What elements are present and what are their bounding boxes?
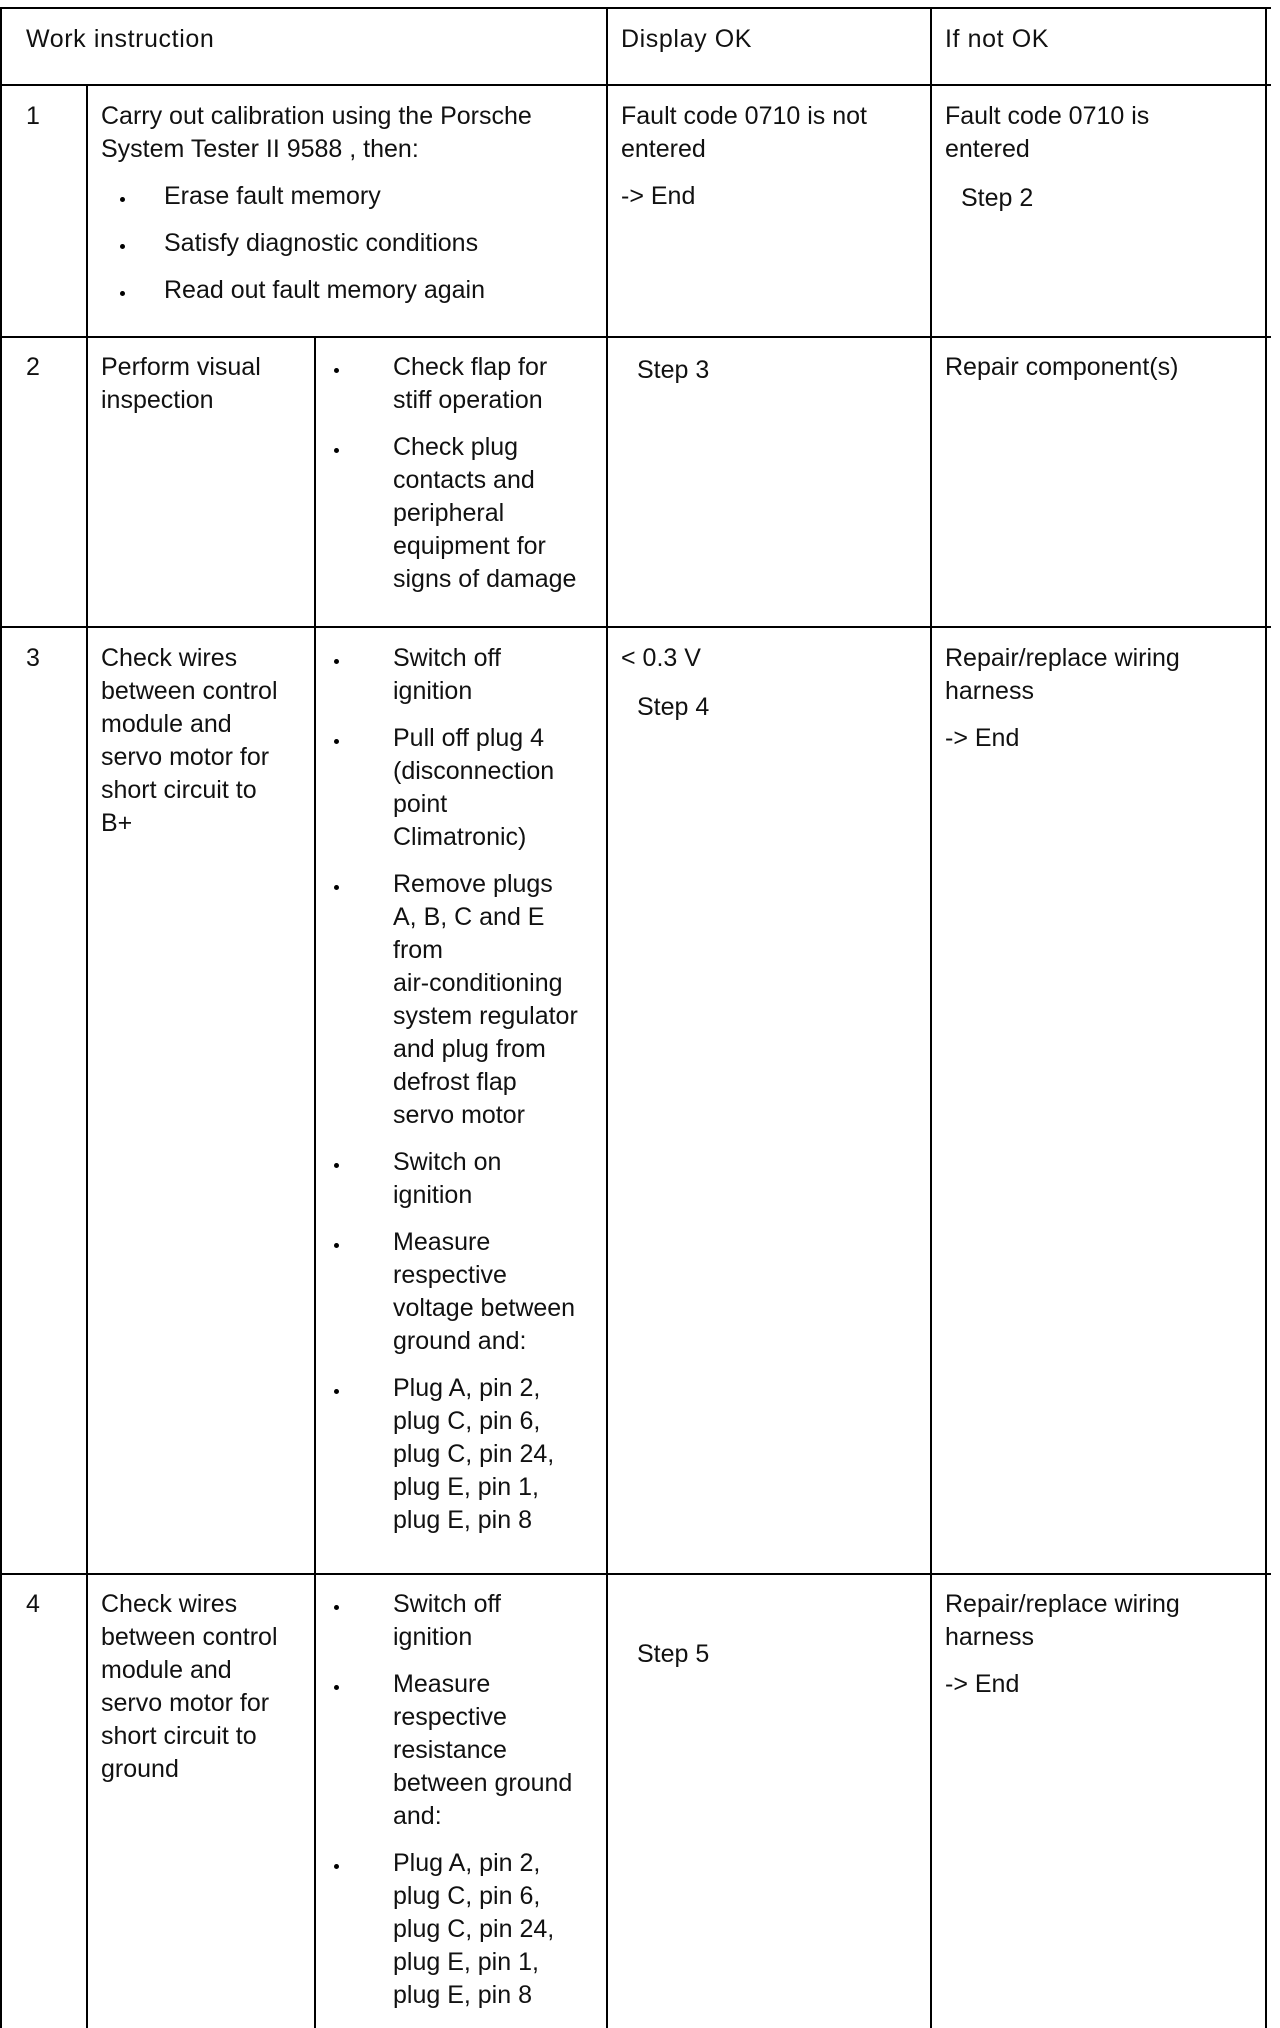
col-left-border bbox=[0, 7, 2, 2028]
row-3-bullet-line: plug C, pin 6, bbox=[393, 1407, 541, 1435]
bullet-dot bbox=[334, 448, 339, 453]
row-3-bullet-line: ground and: bbox=[393, 1327, 527, 1355]
bullet-dot bbox=[334, 1864, 339, 1869]
bullet-dot bbox=[334, 1389, 339, 1394]
row-2-ok-action: Step 3 bbox=[637, 356, 710, 384]
row-4-bullet-line: plug C, pin 24, bbox=[393, 1915, 555, 1943]
row-1-notok-line: entered bbox=[945, 135, 1030, 163]
row-3-bullet-line: defrost flap bbox=[393, 1068, 517, 1096]
bullet-dot bbox=[120, 197, 125, 202]
row-3-instruction-line: short circuit to bbox=[101, 776, 257, 804]
row-2-bottom-border bbox=[0, 626, 1271, 628]
row-3-bullet-line: from bbox=[393, 936, 443, 964]
row-4-bullet-line: plug E, pin 1, bbox=[393, 1948, 539, 1976]
row-3-bullet-line: plug E, pin 1, bbox=[393, 1473, 539, 1501]
bullet-dot bbox=[120, 291, 125, 296]
row-4-notok-action: -> End bbox=[945, 1670, 1020, 1698]
row-3-instruction-line: servo motor for bbox=[101, 743, 270, 771]
row-2-bullet-line: Check plug bbox=[393, 433, 519, 461]
row-3-instruction-line: Check wires bbox=[101, 644, 238, 672]
bullet-dot bbox=[334, 1163, 339, 1168]
bullet-dot bbox=[334, 659, 339, 664]
row-4-bullet-line: resistance bbox=[393, 1736, 507, 1764]
row-3-bullet-line: ignition bbox=[393, 677, 473, 705]
row-3-notok-action: -> End bbox=[945, 724, 1020, 752]
row-3-bullet-line: system regulator bbox=[393, 1002, 578, 1030]
row-1-notok-line: Fault code 0710 is bbox=[945, 102, 1150, 130]
row-4-bullet-line: Measure bbox=[393, 1670, 491, 1698]
row-3-bottom-border bbox=[0, 1573, 1271, 1575]
row-4-bullet-line: between ground bbox=[393, 1769, 573, 1797]
row-1-notok-action: Step 2 bbox=[961, 184, 1034, 212]
row-4-instruction-line: ground bbox=[101, 1755, 179, 1783]
row-3-bullet-line: A, B, C and E bbox=[393, 903, 545, 931]
row-2-bullet-line: contacts and bbox=[393, 466, 535, 494]
header-bottom-border bbox=[0, 84, 1271, 86]
col-bullets-divider-rows34 bbox=[314, 626, 316, 2028]
header-if-not-ok: If not OK bbox=[945, 25, 1050, 53]
row-3-bullet-line: (disconnection bbox=[393, 757, 555, 785]
row-3-bullet-line: Measure bbox=[393, 1228, 491, 1256]
row-4-bullet-line: respective bbox=[393, 1703, 507, 1731]
row-4-notok-line: Repair/replace wiring bbox=[945, 1590, 1180, 1618]
row-3-bullet-line: air-conditioning bbox=[393, 969, 563, 997]
row-3-bullet-line: Climatronic) bbox=[393, 823, 527, 851]
row-4-instruction-line: Check wires bbox=[101, 1590, 238, 1618]
row-3-instruction-line: between control bbox=[101, 677, 278, 705]
row-1-ok-line: entered bbox=[621, 135, 706, 163]
col-if-not-ok-divider bbox=[930, 7, 932, 2028]
row-1-bullet: Satisfy diagnostic conditions bbox=[164, 229, 479, 257]
row-4-bullet-line: Plug A, pin 2, bbox=[393, 1849, 541, 1877]
row-1-bullet: Erase fault memory bbox=[164, 182, 381, 210]
row-3-bullet-line: Plug A, pin 2, bbox=[393, 1374, 541, 1402]
col-display-ok-divider bbox=[606, 7, 608, 2028]
row-2-bullet-line: peripheral bbox=[393, 499, 505, 527]
row-3-bullet-line: respective bbox=[393, 1261, 507, 1289]
row-3-notok-line: Repair/replace wiring bbox=[945, 644, 1180, 672]
bullet-dot bbox=[334, 368, 339, 373]
row-3-notok-line: harness bbox=[945, 677, 1034, 705]
row-2-number: 2 bbox=[26, 353, 40, 381]
row-4-ok-action: Step 5 bbox=[637, 1640, 710, 1668]
row-3-bullet-line: Pull off plug 4 bbox=[393, 724, 545, 752]
header-work-instruction: Work instruction bbox=[26, 25, 215, 53]
row-3-ok-action: Step 4 bbox=[637, 693, 710, 721]
bullet-dot bbox=[334, 1605, 339, 1610]
row-1-number: 1 bbox=[26, 102, 40, 130]
row-2-notok-line: Repair component(s) bbox=[945, 353, 1179, 381]
row-3-instruction-line: module and bbox=[101, 710, 232, 738]
row-3-bullet-line: servo motor bbox=[393, 1101, 525, 1129]
bullet-dot bbox=[120, 244, 125, 249]
row-4-bullet-line: plug C, pin 6, bbox=[393, 1882, 541, 1910]
col-right-border bbox=[1265, 7, 1267, 2028]
row-3-bullet-line: Switch on bbox=[393, 1148, 502, 1176]
row-2-instruction-line: inspection bbox=[101, 386, 214, 414]
row-3-bullet-line: ignition bbox=[393, 1181, 473, 1209]
row-2-instruction-line: Perform visual bbox=[101, 353, 261, 381]
bullet-dot bbox=[334, 885, 339, 890]
row-3-bullet-line: plug E, pin 8 bbox=[393, 1506, 532, 1534]
row-1-instruction-line: Carry out calibration using the Porsche bbox=[101, 102, 532, 130]
row-3-ok-line: < 0.3 V bbox=[621, 644, 701, 672]
row-3-bullet-line: plug C, pin 24, bbox=[393, 1440, 555, 1468]
row-3-number: 3 bbox=[26, 644, 40, 672]
row-4-instruction-line: short circuit to bbox=[101, 1722, 257, 1750]
row-4-instruction-line: module and bbox=[101, 1656, 232, 1684]
row-1-bullet: Read out fault memory again bbox=[164, 276, 486, 304]
bullet-dot bbox=[334, 1243, 339, 1248]
row-3-bullet-line: Switch off bbox=[393, 644, 501, 672]
bullet-dot bbox=[334, 739, 339, 744]
row-2-bullet-line: equipment for bbox=[393, 532, 546, 560]
row-3-instruction-line: B+ bbox=[101, 809, 133, 837]
row-1-ok-line: Fault code 0710 is not bbox=[621, 102, 867, 130]
table-top-border bbox=[0, 7, 1271, 9]
row-3-bullet-line: and plug from bbox=[393, 1035, 546, 1063]
row-1-ok-action: -> End bbox=[621, 182, 696, 210]
row-4-bullet-line: ignition bbox=[393, 1623, 473, 1651]
row-1-instruction-line: System Tester II 9588 , then: bbox=[101, 135, 419, 163]
row-4-bullet-line: plug E, pin 8 bbox=[393, 1981, 532, 2009]
header-display-ok: Display OK bbox=[621, 25, 753, 53]
row-4-notok-line: harness bbox=[945, 1623, 1034, 1651]
row-4-number: 4 bbox=[26, 1590, 40, 1618]
col-num-divider bbox=[86, 84, 88, 2028]
row-2-bullet-line: Check flap for bbox=[393, 353, 548, 381]
row-4-bullet-line: and: bbox=[393, 1802, 442, 1830]
row-3-bullet-line: Remove plugs bbox=[393, 870, 553, 898]
row-3-bullet-line: point bbox=[393, 790, 448, 818]
row-1-bottom-border bbox=[0, 336, 1271, 338]
row-2-bullet-line: stiff operation bbox=[393, 386, 543, 414]
bullet-dot bbox=[334, 1685, 339, 1690]
row-4-instruction-line: servo motor for bbox=[101, 1689, 270, 1717]
row-2-bullet-line: signs of damage bbox=[393, 565, 577, 593]
row-4-instruction-line: between control bbox=[101, 1623, 278, 1651]
col-bullets-divider-row2 bbox=[314, 336, 316, 626]
row-4-bullet-line: Switch off bbox=[393, 1590, 501, 1618]
row-3-bullet-line: voltage between bbox=[393, 1294, 576, 1322]
